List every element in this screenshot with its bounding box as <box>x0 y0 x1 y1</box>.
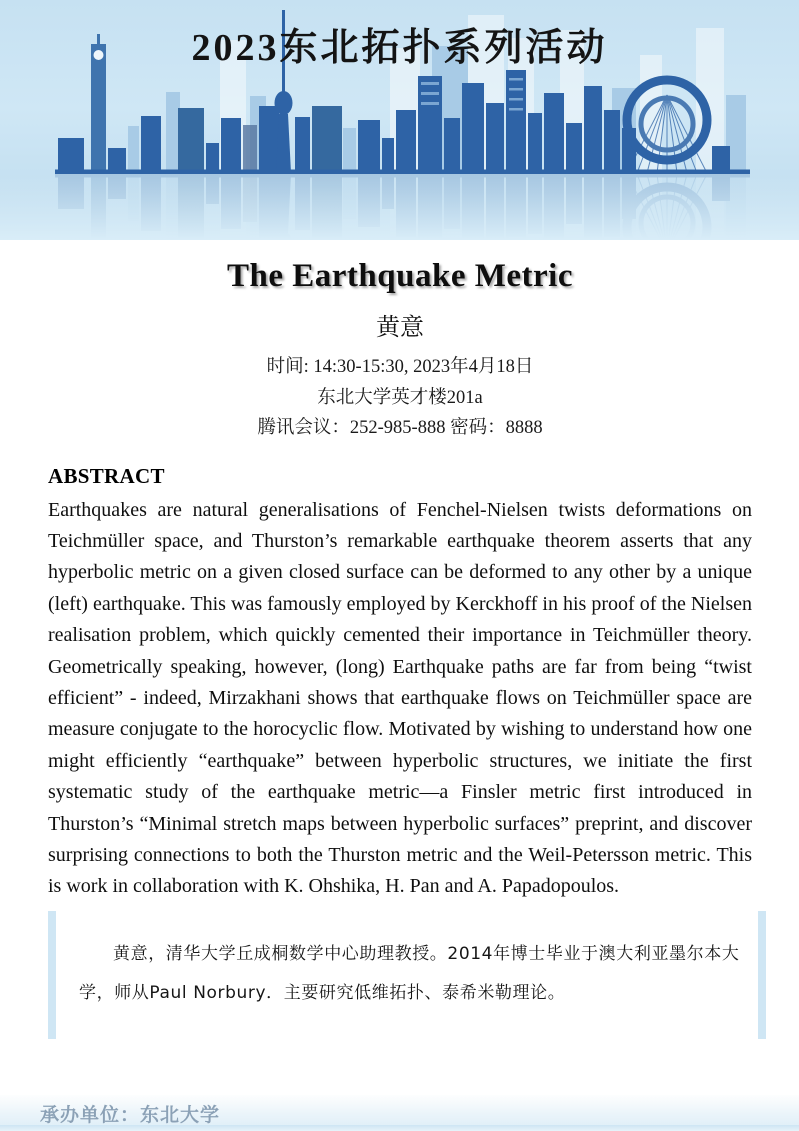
bottom-accent-strip <box>0 1125 799 1131</box>
talk-content <box>0 240 799 903</box>
talk-time: 时间: 14:30-15:30, 2023年4月18日 <box>266 357 534 377</box>
abstract-body: Earthquakes are natural generalisations of Fenchel-Nielsen twists deformations on Teichmüller space, and Thurston’s remarkable earthquake theorem asserts that any hyperbolic metric on a given closed surface can be deformed to any other by a unique (left) earthquake. This was famously employed by Kerckhoff in his proof of the Nielsen realisation problem, which quickly cemented their importance in Teichmüller theory. Geometrically speaking, however, (long) Earthquake paths are far from being “twist efficient” - indeed, Mirzakhani shows that earthquake flows on Teichmüller space are measure conjugate to the horocyclic flow. Motivated by wishing to understand how one might efficiently “earthquake” between hyperbolic structures, we initiate the first systematic study of the earthquake metric—a Finsler metric first introduced in Thurston’s “Minimal stretch maps between hyperbolic surfaces” preprint, and discover surprising connections to both the Thurston metric and the Weil-Petersson metric. This is work in collaboration with K. Ohshika, H. Pan and A. Papadopoulos. <box>48 498 752 898</box>
organizer-label: 承办单位：东北大学 <box>40 1104 221 1126</box>
speaker-bio-text: 黄意，清华大学丘成桐数学中心助理教授。2014年博士毕业于澳大利亚墨尔本大学，师从Paul Norbury．主要研究低维拓扑、泰希米勒理论。 <box>79 943 740 1003</box>
speaker-bio-box <box>48 911 766 1039</box>
reflection-fade <box>0 175 799 240</box>
talk-location: 东北大学英才楼201a <box>317 387 483 408</box>
talk-meeting: 腾讯会议：252-985-888 密码：8888 <box>257 418 543 438</box>
banner-title: 2023东北拓扑系列活动 <box>191 27 608 69</box>
abstract-heading: ABSTRACT <box>48 463 165 488</box>
tall-tower <box>91 44 106 173</box>
speaker-name: 黄意 <box>376 315 424 341</box>
talk-title: The Earthquake Metric <box>227 258 573 294</box>
tower-circle-window <box>94 50 104 60</box>
talk-info-block <box>48 352 752 444</box>
banner <box>0 0 799 240</box>
